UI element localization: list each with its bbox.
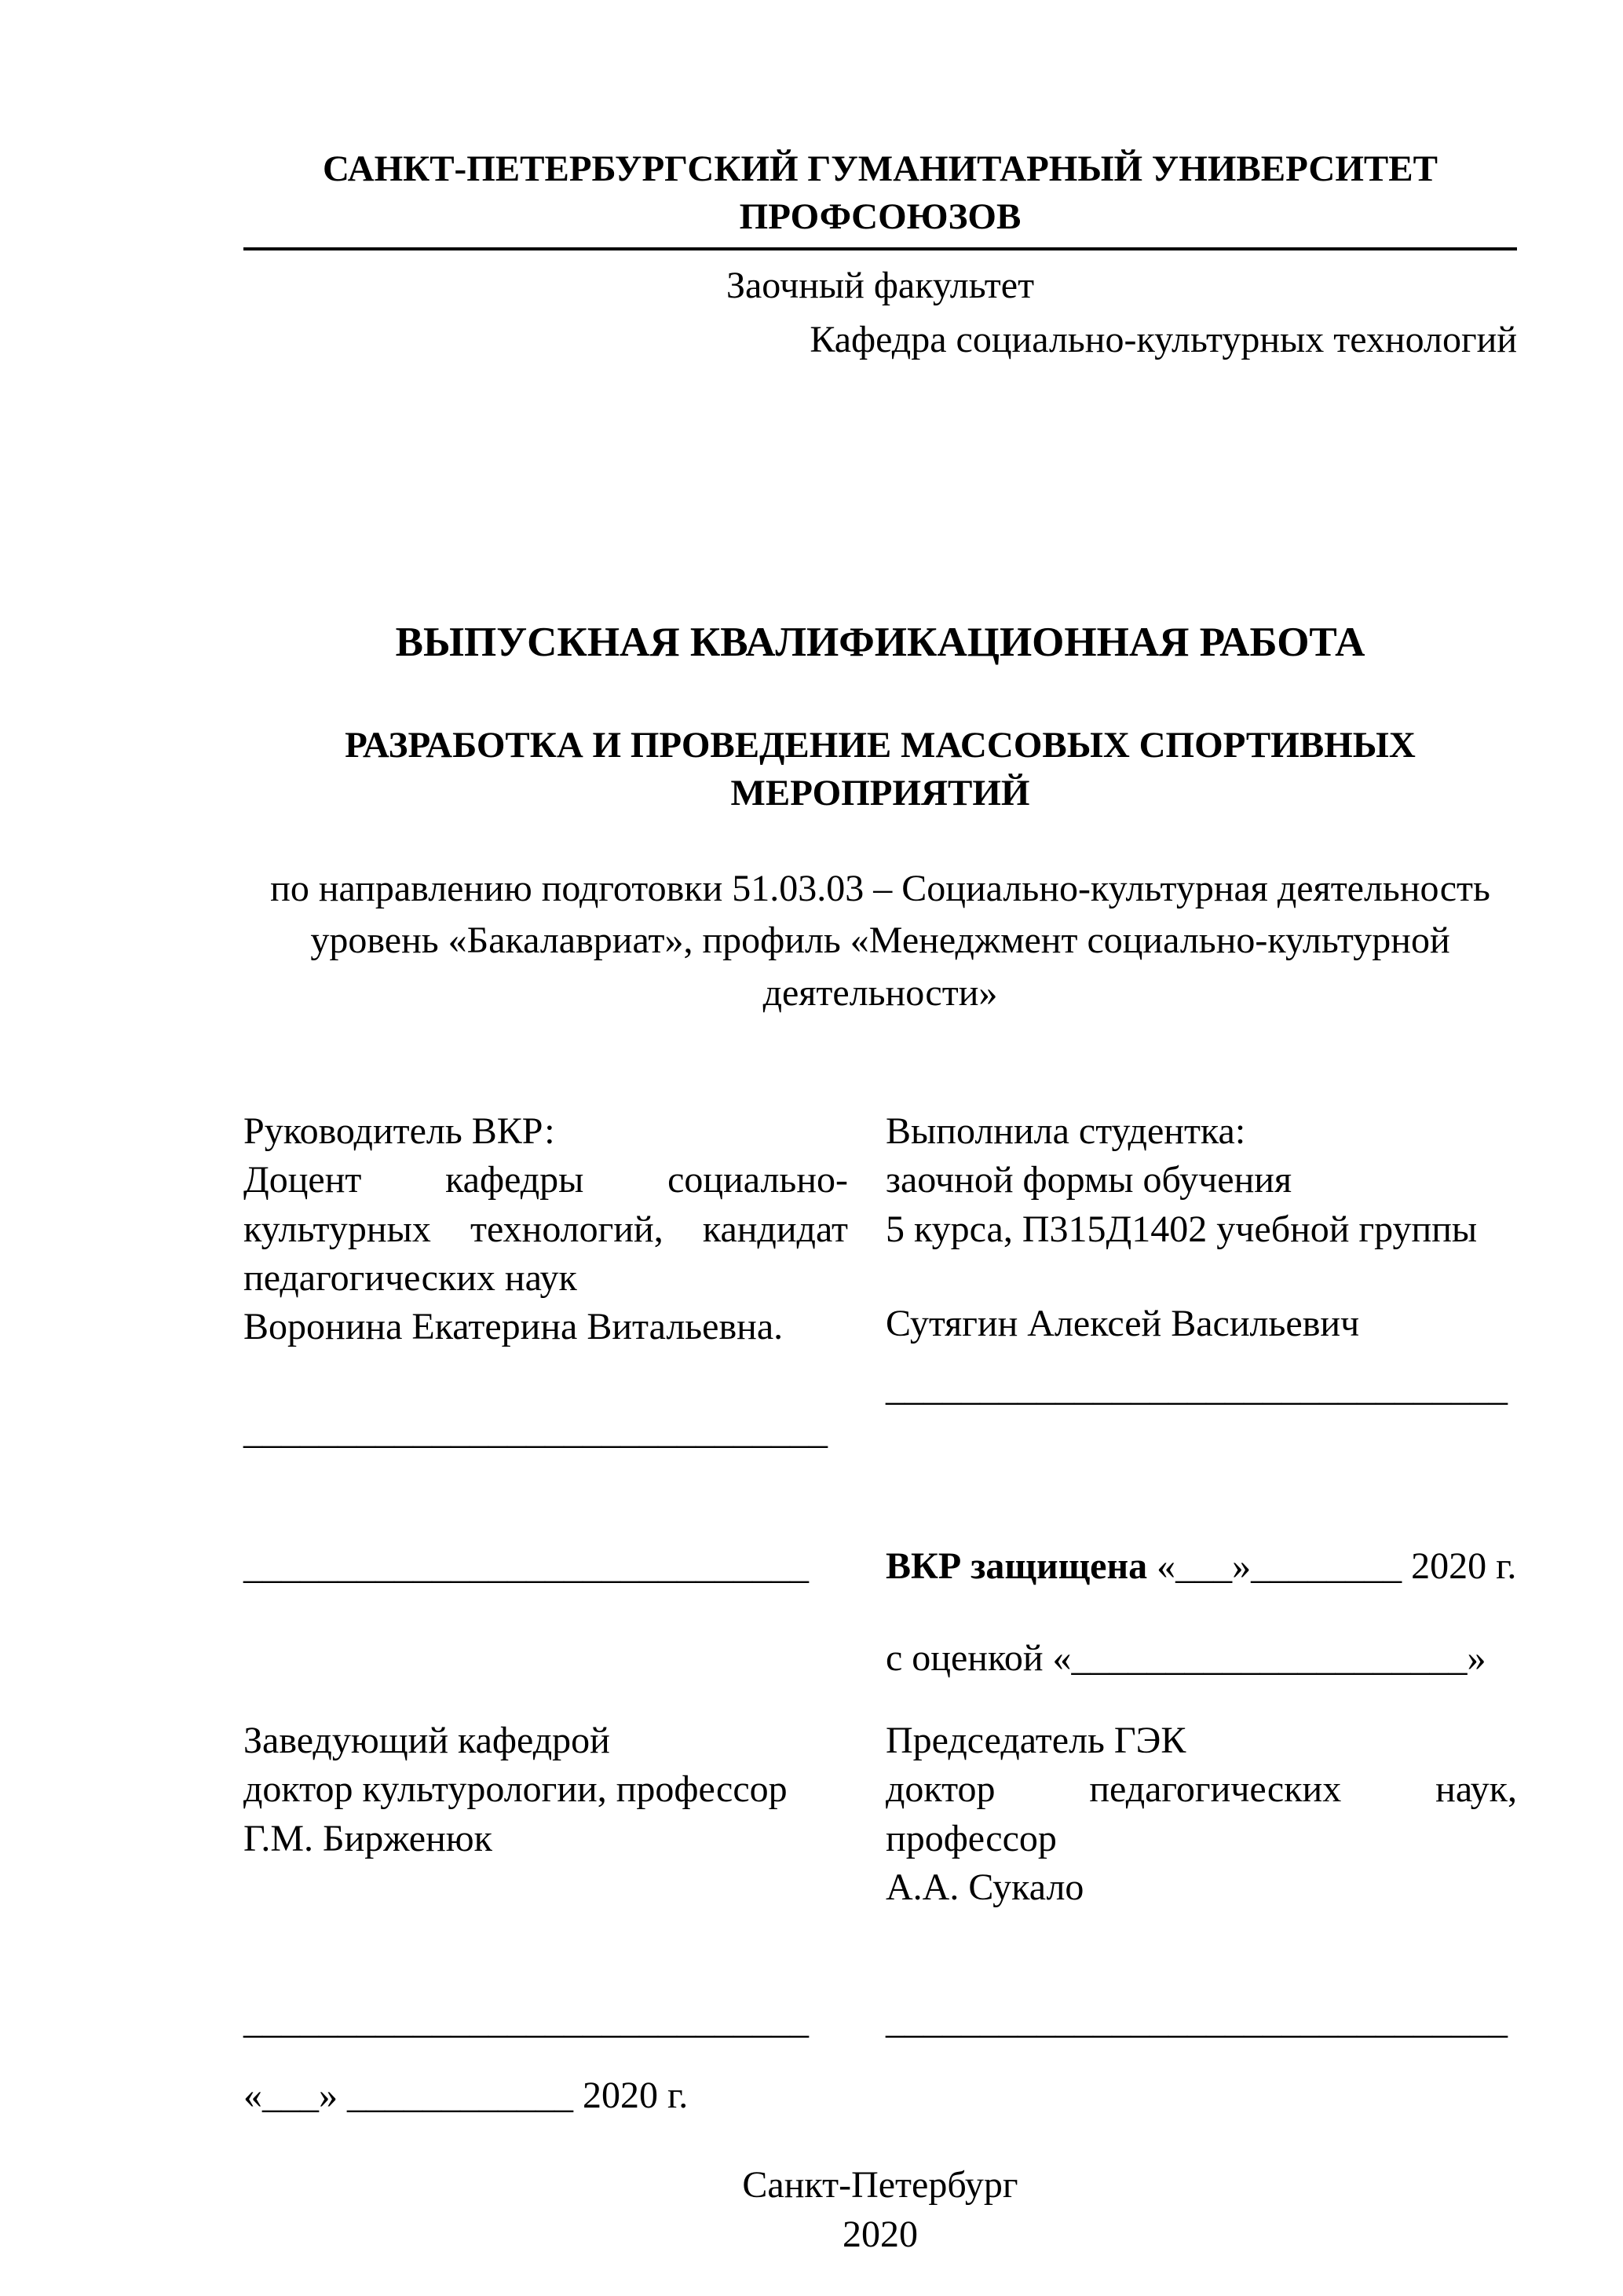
defense-left-signature-line: ______________________________ (243, 1545, 809, 1588)
footer-year: 2020 (843, 2213, 918, 2255)
department-name: Кафедра социально-культурных технологий (810, 318, 1517, 360)
gek-chair-signature-line: _________________________________ (886, 2000, 1508, 2042)
university-name: САНКТ-ПЕТЕРБУРГСКИЙ ГУМАНИТАРНЫЙ УНИВЕРСИТЕТ ПРОФСОЮЗОВ (243, 145, 1517, 250)
supervisor-label: Руководитель ВКР: (243, 1110, 555, 1152)
defense-date-blank: «___»________ 2020 г. (1157, 1545, 1517, 1588)
gek-chair-signature-cell (886, 1997, 1517, 2046)
student-name: Сутягин Алексей Васильевич (886, 1302, 1360, 1344)
department-head-signature-line: ______________________________ (243, 2000, 809, 2042)
student-label: Выполнила студентка: (886, 1110, 1246, 1152)
program-description: по направлению подготовки 51.03.03 – Социально-культурная деятельность уровень «Бакалавриат», профиль «Менеджмент социально-культурной деятельности» (270, 868, 1490, 1014)
gek-chair-title: Председатель ГЭК (886, 1719, 1186, 1761)
department-head-degree: доктор культурологии, профессор (243, 1768, 788, 1811)
thesis-topic: РАЗРАБОТКА И ПРОВЕДЕНИЕ МАССОВЫХ СПОРТИВНЫХ МЕРОПРИЯТИЙ (345, 724, 1416, 813)
defense-grade-line: с оценкой «_____________________» (886, 1637, 1486, 1680)
department-head-block (243, 1717, 848, 1863)
department-head-name: Г.М. Бирженюк (243, 1817, 492, 1859)
defense-section (243, 1542, 1517, 1684)
supervisor-signature-line: _______________________________ (243, 1409, 828, 1452)
supervisor-position: Доцент кафедры социально-культурных технологий, кандидат педагогических наук (243, 1159, 848, 1299)
department-head-title: Заведующий кафедрой (243, 1719, 610, 1761)
defense-date-line (886, 1542, 1517, 1591)
gek-chair-degree: доктор педагогических наук, профессор (886, 1768, 1517, 1859)
defense-right-column (886, 1542, 1517, 1684)
faculty-name: Заочный факультет (726, 265, 1035, 307)
department-head-signature-cell (243, 1997, 848, 2046)
supervisor-block (243, 1107, 848, 1456)
department-head-date-line: «___» ____________ 2020 г. (243, 2074, 689, 2116)
signatures-section (243, 1997, 1517, 2046)
people-section (243, 1107, 1517, 1456)
student-signature-line: _________________________________ (886, 1367, 1508, 1409)
work-type-heading: ВЫПУСКНАЯ КВАЛИФИКАЦИОННАЯ РАБОТА (395, 619, 1365, 665)
student-study-form: заочной формы обучения (886, 1159, 1292, 1201)
footer-city: Санкт-Петербург (742, 2164, 1018, 2206)
defense-label: ВКР защищена (886, 1545, 1148, 1588)
defense-left-column (243, 1542, 848, 1591)
student-group: 5 курса, П315Д1402 учебной группы (886, 1208, 1478, 1250)
gek-chair-name: А.А. Сукало (886, 1866, 1084, 1909)
gek-chair-block (886, 1717, 1517, 1913)
officials-section (243, 1717, 1517, 1913)
student-block (886, 1107, 1517, 1413)
supervisor-name: Воронина Екатерина Витальевна. (243, 1306, 784, 1348)
